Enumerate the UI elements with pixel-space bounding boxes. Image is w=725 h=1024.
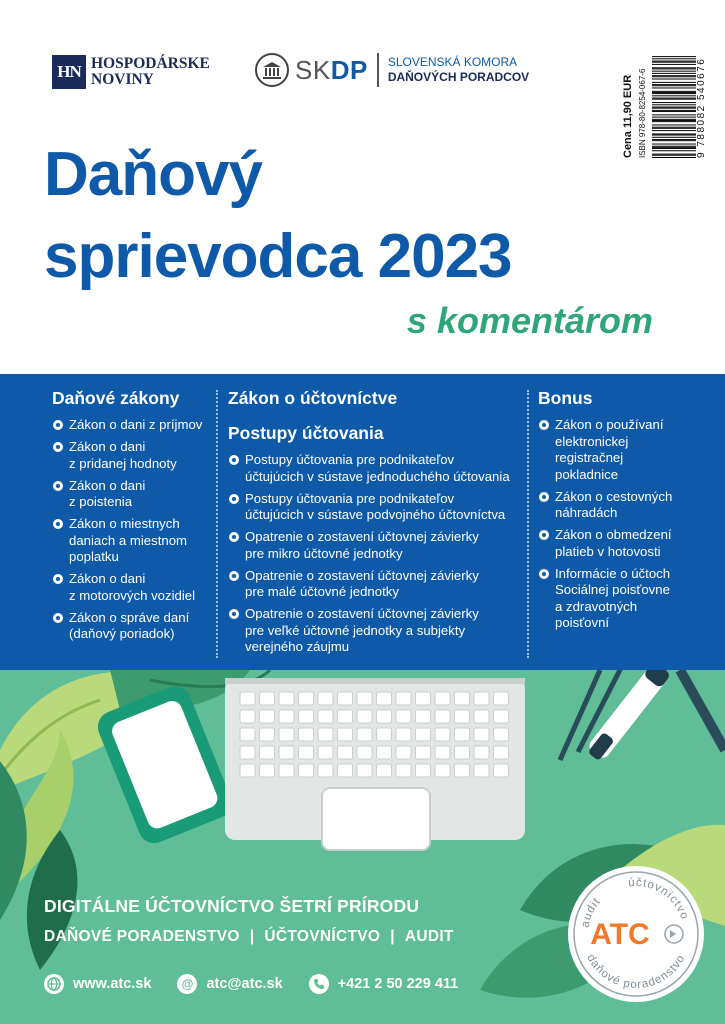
contact-email[interactable] bbox=[177, 974, 282, 994]
list-item bbox=[228, 529, 528, 562]
keyboard-key bbox=[416, 710, 431, 723]
keyboard-key bbox=[377, 728, 392, 741]
keyboard-key bbox=[240, 746, 255, 759]
at-sign-icon: @ bbox=[177, 974, 197, 994]
keyboard-key bbox=[377, 692, 392, 705]
keyboard-key bbox=[377, 710, 392, 723]
barcode-bar bbox=[652, 93, 696, 94]
keyboard-key bbox=[357, 746, 372, 759]
services-separator: | bbox=[390, 928, 395, 945]
barcode-bar bbox=[652, 76, 696, 77]
barcode-bar bbox=[652, 82, 696, 83]
keyboard-key bbox=[260, 746, 275, 759]
bullet-icon bbox=[539, 420, 549, 430]
list-item-text: Opatrenie o zostavení účtovnej závierky pre mikro účtovné jednotky bbox=[245, 529, 479, 561]
keyboard-key bbox=[240, 764, 255, 777]
atc-logo-text: ATC bbox=[590, 918, 650, 951]
list-item bbox=[538, 417, 718, 483]
keyboard-key bbox=[240, 710, 255, 723]
atc-seal-logo bbox=[566, 864, 706, 1004]
barcode-bar bbox=[652, 95, 696, 96]
keyboard-key bbox=[416, 746, 431, 759]
contact-email-text[interactable]: atc@atc.sk bbox=[206, 976, 283, 992]
contact-phone[interactable] bbox=[309, 974, 459, 994]
bullet-icon bbox=[53, 481, 63, 491]
content-list bbox=[228, 452, 528, 656]
list-item-text: Opatrenie o zostavení účtovnej závierky pre veľké účtovné jednotky a subjekty verejného záujmu bbox=[245, 606, 479, 654]
keyboard-key bbox=[338, 746, 353, 759]
barcode-bar bbox=[652, 140, 696, 141]
keyboard-key bbox=[240, 692, 255, 705]
barcode-digits: 9 788082 540676 bbox=[696, 57, 707, 158]
keyboard-key bbox=[338, 728, 353, 741]
skdp-divider bbox=[377, 53, 379, 87]
keyboard-key bbox=[279, 710, 294, 723]
barcode-bar bbox=[652, 108, 696, 109]
keyboard-key bbox=[299, 728, 314, 741]
keyboard-key bbox=[455, 710, 470, 723]
seal-accounting: účtovníctvo bbox=[627, 876, 691, 922]
column-heading: Zákon o účtovníctve bbox=[228, 388, 398, 408]
keyboard-key bbox=[416, 764, 431, 777]
list-item bbox=[228, 452, 528, 485]
barcode-bar bbox=[652, 154, 696, 155]
column-bonus bbox=[538, 388, 718, 637]
list-item bbox=[228, 606, 528, 656]
list-item bbox=[52, 478, 212, 511]
keyboard-key bbox=[435, 764, 450, 777]
keyboard-key bbox=[494, 746, 509, 759]
keyboard-key bbox=[416, 728, 431, 741]
list-item-text: Zákon o dani z poistenia bbox=[69, 477, 146, 509]
list-item-text: Zákon o správe daní (daňový poriadok) bbox=[69, 609, 190, 641]
keyboard-key bbox=[240, 728, 255, 741]
barcode-block bbox=[620, 56, 720, 158]
keyboard-key bbox=[494, 728, 509, 741]
skdp-line2: DAŇOVÝCH PORADCOV bbox=[387, 70, 530, 84]
keyboard-key bbox=[260, 692, 275, 705]
keyboard-key bbox=[396, 692, 411, 705]
barcode-bar bbox=[652, 58, 696, 59]
keyboard-key bbox=[396, 710, 411, 723]
skdp-logo bbox=[255, 53, 529, 87]
keyboard-key bbox=[357, 728, 372, 741]
keyboard-key bbox=[474, 710, 489, 723]
keyboard-key bbox=[299, 692, 314, 705]
keyboard-key bbox=[260, 710, 275, 723]
list-item bbox=[228, 491, 528, 524]
keyboard-key bbox=[318, 728, 333, 741]
barcode-bar bbox=[652, 84, 696, 85]
keyboard-key bbox=[494, 764, 509, 777]
seal-tax-advice: daňové poradenstvo bbox=[584, 952, 688, 992]
list-item-text: Zákon o miestnych daniach a miestnom poplatku bbox=[69, 516, 188, 564]
keyboard-key bbox=[357, 764, 372, 777]
title-line1: Daňový bbox=[44, 140, 262, 209]
keyboard-key bbox=[299, 710, 314, 723]
barcode-bar bbox=[652, 117, 696, 118]
keyboard-key bbox=[435, 746, 450, 759]
list-item-text: Zákon o obmedzení platieb v hotovosti bbox=[555, 527, 672, 559]
bullet-icon bbox=[53, 613, 63, 623]
list-item-text: Zákon o dani z pridanej hodnoty bbox=[69, 439, 177, 471]
keyboard-key bbox=[338, 764, 353, 777]
bullet-icon bbox=[53, 519, 63, 529]
keyboard-key bbox=[260, 728, 275, 741]
keyboard-key bbox=[435, 710, 450, 723]
keyboard-key bbox=[357, 692, 372, 705]
keyboard-key bbox=[318, 710, 333, 723]
column-heading: Postupy účtovania bbox=[228, 423, 384, 443]
keyboard-key bbox=[279, 746, 294, 759]
column-accounting bbox=[228, 388, 528, 661]
list-item bbox=[538, 527, 718, 560]
bullet-icon bbox=[229, 609, 239, 619]
list-item-text: Opatrenie o zostavení účtovnej závierky pre malé účtovné jednotky bbox=[245, 567, 479, 599]
keyboard-key bbox=[279, 692, 294, 705]
list-item-text: Informácie o účtoch Sociálnej poisťovne a zdravotných poisťovní bbox=[555, 565, 671, 630]
barcode-bar bbox=[652, 124, 696, 125]
keyboard-key bbox=[435, 692, 450, 705]
keyboard-key bbox=[299, 746, 314, 759]
bullet-icon bbox=[229, 571, 239, 581]
barcode-bar bbox=[652, 148, 696, 149]
contact-web-text[interactable]: www.atc.sk bbox=[73, 976, 152, 992]
barcode-bar bbox=[652, 130, 696, 131]
barcode-bar bbox=[652, 71, 696, 72]
list-item-text: Postupy účtovania pre podnikateľov účtujúcich v sústave podvojného účtovníctva bbox=[245, 490, 506, 522]
barcode-bar bbox=[652, 147, 696, 148]
hn-logo-mark: HN bbox=[52, 55, 86, 89]
barcode-bar bbox=[652, 62, 696, 63]
list-item bbox=[52, 610, 212, 643]
keyboard-key bbox=[455, 728, 470, 741]
list-item bbox=[538, 566, 718, 632]
skdp-word-bold: DP bbox=[330, 54, 368, 85]
list-item bbox=[52, 439, 212, 472]
barcode-bar bbox=[652, 135, 696, 136]
keyboard-key bbox=[396, 764, 411, 777]
barcode-bar bbox=[652, 87, 696, 88]
ad-contacts bbox=[44, 974, 484, 994]
hn-logo-line1: HOSPODÁRSKE bbox=[91, 55, 210, 72]
keyboard-key bbox=[318, 764, 333, 777]
barcode-bar bbox=[652, 128, 696, 129]
keyboard-key bbox=[494, 692, 509, 705]
column-heading: Bonus bbox=[538, 388, 593, 408]
service-accounting: ÚČTOVNÍCTVO bbox=[264, 928, 381, 945]
hn-logo-line2: NOVINY bbox=[91, 71, 154, 88]
list-item bbox=[52, 571, 212, 604]
isbn-label: ISBN 978-80-8254-067-6 bbox=[638, 68, 647, 158]
keyboard-key bbox=[377, 746, 392, 759]
keyboard-key bbox=[318, 692, 333, 705]
barcode-bar bbox=[652, 75, 696, 76]
bullet-icon bbox=[229, 494, 239, 504]
content-list bbox=[52, 417, 212, 643]
list-item bbox=[52, 417, 212, 434]
barcode-bar bbox=[652, 85, 696, 86]
keyboard-key bbox=[455, 746, 470, 759]
barcode-bar bbox=[652, 155, 696, 156]
bullet-icon bbox=[229, 532, 239, 542]
column-tax-laws bbox=[52, 388, 212, 648]
keyboard-key bbox=[416, 692, 431, 705]
barcode-bar bbox=[652, 133, 696, 134]
skdp-word-plain: SK bbox=[295, 54, 331, 85]
service-tax-advice: DAŇOVÉ PORADENSTVO bbox=[44, 928, 240, 945]
contents-band bbox=[0, 374, 725, 670]
barcode-bar bbox=[652, 107, 696, 108]
keyboard-key bbox=[474, 746, 489, 759]
list-item bbox=[538, 489, 718, 522]
keyboard-key bbox=[474, 692, 489, 705]
column-heading: Daňové zákony bbox=[52, 388, 180, 408]
keyboard-key bbox=[396, 728, 411, 741]
barcode-bar bbox=[652, 127, 696, 128]
contact-web[interactable] bbox=[44, 974, 151, 994]
keyboard-key bbox=[455, 764, 470, 777]
keyboard-key bbox=[494, 710, 509, 723]
ad-slogan: DIGITÁLNE ÚČTOVNÍCTVO ŠETRÍ PRÍRODU bbox=[44, 896, 420, 916]
keyboard-key bbox=[338, 710, 353, 723]
keyboard-key bbox=[318, 746, 333, 759]
pillar-building-icon bbox=[255, 53, 289, 87]
keyboard-key bbox=[455, 692, 470, 705]
bullet-icon bbox=[539, 530, 549, 540]
keyboard-key bbox=[357, 710, 372, 723]
barcode-bar bbox=[652, 150, 696, 151]
barcode-bar bbox=[652, 120, 696, 121]
barcode-bar bbox=[652, 121, 696, 122]
list-item-text: Zákon o cestovných náhradách bbox=[555, 488, 673, 520]
barcode-bar bbox=[652, 137, 696, 138]
barcode-bar bbox=[652, 114, 696, 115]
list-item bbox=[228, 568, 528, 601]
keyboard-key bbox=[279, 728, 294, 741]
barcode-bar bbox=[652, 78, 696, 79]
barcode-bar bbox=[652, 91, 696, 92]
keyboard-key bbox=[474, 728, 489, 741]
barcode-bar bbox=[652, 68, 696, 69]
barcode-bar bbox=[652, 110, 696, 111]
barcode-bar bbox=[652, 104, 696, 105]
barcode-bar bbox=[652, 64, 696, 65]
service-audit: AUDIT bbox=[404, 928, 454, 945]
subtitle: s komentárom bbox=[406, 300, 653, 341]
bullet-icon bbox=[53, 574, 63, 584]
list-item bbox=[52, 516, 212, 566]
bullet-icon bbox=[539, 492, 549, 502]
barcode bbox=[652, 56, 696, 158]
services-separator: | bbox=[249, 928, 255, 945]
list-item-text: Zákon o dani z motorových vozidiel bbox=[69, 571, 196, 603]
keyboard-key bbox=[435, 728, 450, 741]
barcode-bar bbox=[652, 61, 696, 62]
dotted-divider bbox=[527, 390, 529, 658]
dotted-divider bbox=[216, 390, 218, 658]
keyboard-key bbox=[377, 764, 392, 777]
list-item-text: Zákon o dani z príjmov bbox=[69, 417, 203, 432]
barcode-bar bbox=[652, 157, 696, 158]
barcode-bar bbox=[652, 102, 696, 103]
barcode-bar bbox=[652, 143, 696, 144]
price-label: Cena 11,90 EUR bbox=[622, 74, 634, 158]
barcode-bar bbox=[652, 146, 696, 147]
touchpad bbox=[322, 788, 430, 850]
bullet-icon bbox=[53, 442, 63, 452]
bullet-icon bbox=[539, 569, 549, 579]
barcode-bar bbox=[652, 67, 696, 68]
bullet-icon bbox=[53, 420, 63, 430]
barcode-bar bbox=[652, 98, 696, 99]
barcode-bar bbox=[652, 139, 696, 140]
keyboard-key bbox=[396, 746, 411, 759]
barcode-bar bbox=[652, 119, 696, 120]
skdp-line1: SLOVENSKÁ KOMORA bbox=[387, 55, 518, 69]
barcode-bar bbox=[652, 111, 696, 112]
title-line2: sprievodca 2023 bbox=[44, 222, 512, 291]
barcode-bar bbox=[652, 73, 696, 74]
globe-icon bbox=[44, 974, 64, 994]
keyboard-key bbox=[260, 764, 275, 777]
ad-services bbox=[44, 928, 454, 946]
barcode-bar bbox=[652, 92, 696, 93]
keyboard-key bbox=[279, 764, 294, 777]
list-item-text: Postupy účtovania pre podnikateľov účtujúcich v sústave jednoduchého účtovania bbox=[245, 452, 510, 484]
contact-phone-text[interactable]: +421 2 50 229 411 bbox=[337, 976, 459, 992]
keyboard-key bbox=[299, 764, 314, 777]
barcode-bar bbox=[652, 99, 696, 100]
hn-logo bbox=[52, 55, 210, 89]
content-list bbox=[538, 417, 718, 632]
keyboard-key bbox=[338, 692, 353, 705]
bullet-icon bbox=[229, 455, 239, 465]
seal-audit: audit bbox=[579, 895, 604, 929]
list-item-text: Zákon o používaní elektronickej registračnej pokladnice bbox=[555, 417, 664, 482]
barcode-bar bbox=[652, 56, 696, 57]
keyboard-key bbox=[474, 764, 489, 777]
phone-icon bbox=[309, 974, 329, 994]
